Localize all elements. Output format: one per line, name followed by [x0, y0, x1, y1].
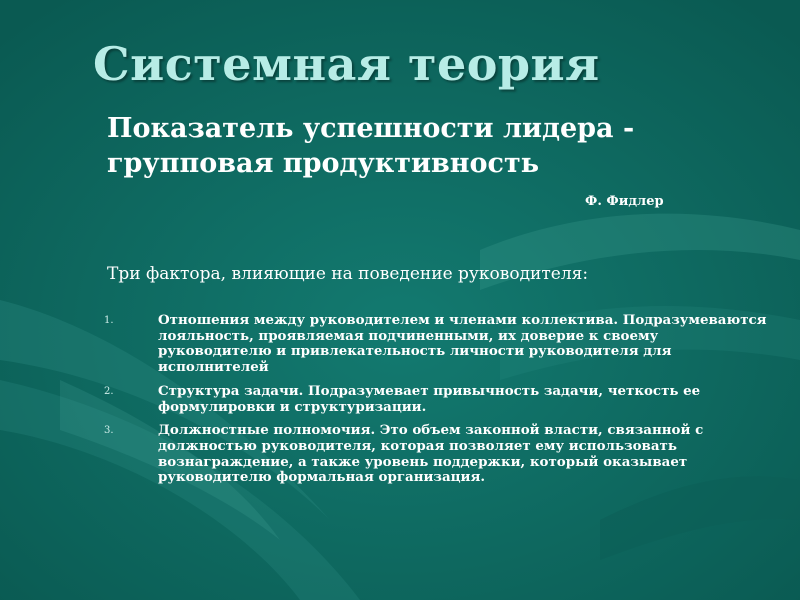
factor-item [104, 313, 774, 376]
factor-item [104, 384, 774, 415]
factor-number: 1. [104, 315, 114, 326]
factor-item [104, 423, 774, 486]
factor-number: 2. [104, 385, 114, 397]
factor-text: Отношения между руководителем и членами коллектива. Подразумеваются лояльность, проявляемая подчиненными, их доверие к своему руководителю и привлекательность личности руководителя для исполнителей [158, 312, 767, 376]
author-attribution: Ф. Фидлер [585, 194, 664, 209]
factor-text: Должностные полномочия. Это объем законной власти, связанной с должностью руководителя, которая позволяет ему использовать вознаграждение, а также уровень поддержки, который оказывает руководителю формальная организация. [158, 422, 704, 486]
factor-text: Структура задачи. Подразумевает привычность задачи, четкость ее формулировки и структуризации. [158, 382, 701, 415]
factors-heading: Три фактора, влияющие на поведение руководителя: [107, 264, 589, 284]
slide-title: Системная теория [93, 37, 600, 91]
factors-list [104, 313, 774, 494]
factor-number: 3. [104, 425, 114, 437]
slide-subtitle: Показатель успешности лидера - групповая продуктивность [107, 113, 635, 179]
